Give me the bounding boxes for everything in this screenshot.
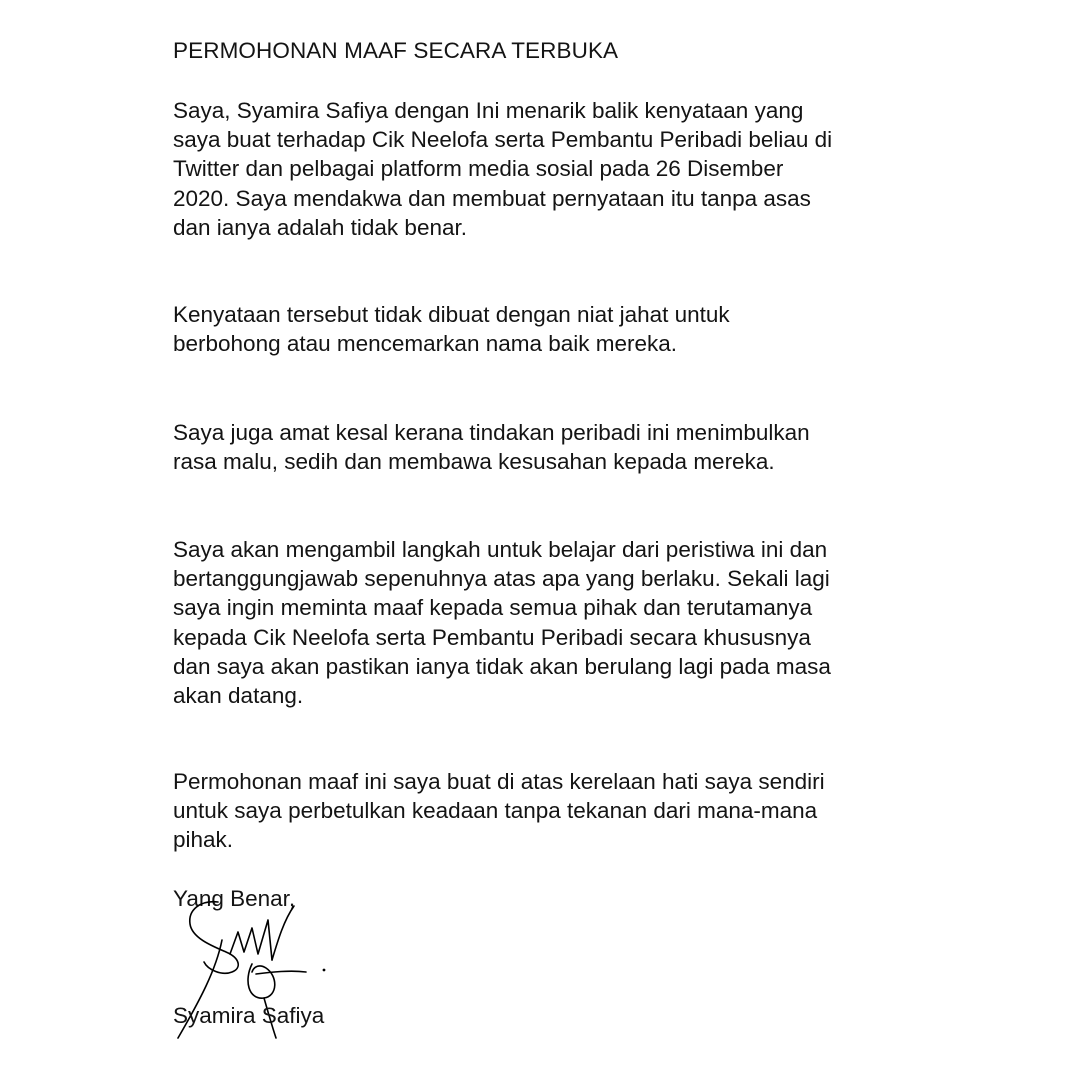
paragraph-regret: Saya juga amat kesal kerana tindakan peribadi ini menimbulkan rasa malu, sedih dan membawa kesusahan kepada mereka. [173, 420, 810, 475]
paragraph-voluntary: Permohonan maaf ini saya buat di atas kerelaan hati saya sendiri untuk saya perbetulkan keadaan tanpa tekanan dari mana-mana pihak. [173, 769, 825, 853]
signatory-name: Syamira Safiya [173, 1003, 325, 1028]
closing-salutation: Yang Benar, [173, 886, 296, 911]
paragraph-intent: Kenyataan tersebut tidak dibuat dengan niat jahat untuk berbohong atau mencemarkan nama baik mereka. [173, 302, 730, 357]
letter-title: PERMOHONAN MAAF SECARA TERBUKA [173, 38, 619, 63]
paragraph-retraction: Saya, Syamira Safiya dengan Ini menarik balik kenyataan yang saya buat terhadap Cik Neelofa serta Pembantu Peribadi beliau di Twitter dan pelbagai platform media sosial pada 26 Disember 2020. Saya mendakwa dan membuat pernyataan itu tanpa asas dan ianya adalah tidak benar. [173, 98, 833, 240]
paragraph-commitment: Saya akan mengambil langkah untuk belajar dari peristiwa ini dan bertanggungjawab sepenuhnya atas apa yang berlaku. Sekali lagi saya ingin meminta maaf kepada semua pihak dan terutamanya kepada Cik Neelofa serta Pembantu Peribadi secara khususnya dan saya akan pastikan ianya tidak akan berulang lagi pada masa akan datang. [173, 537, 831, 709]
